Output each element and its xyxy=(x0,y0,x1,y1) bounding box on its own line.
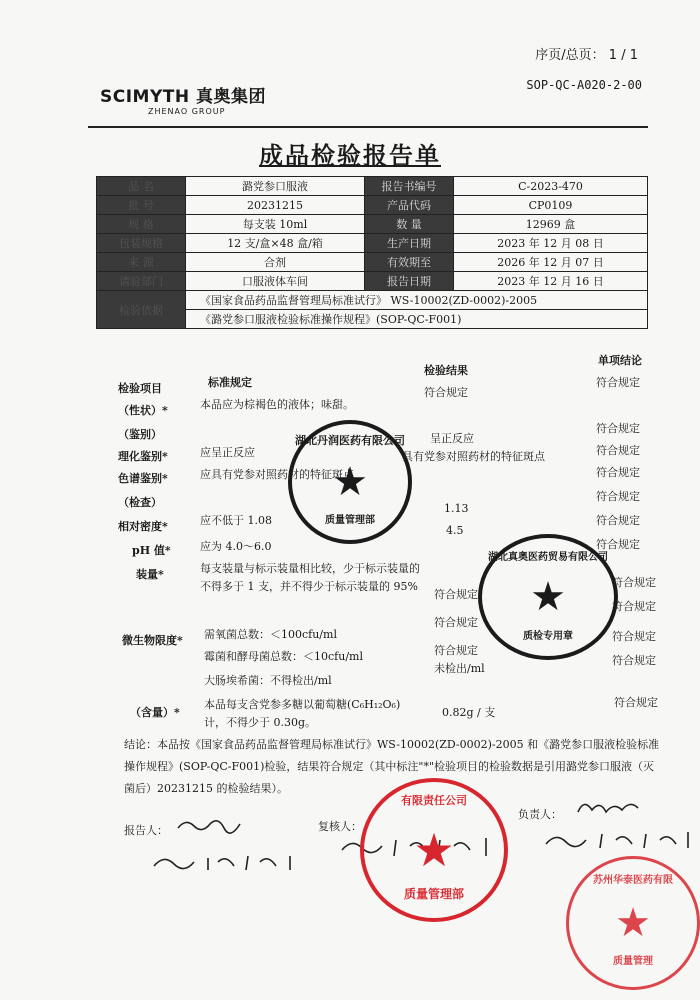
result-cell: 具有党参对照药材的特征斑点 xyxy=(402,450,545,463)
conclusion-cell: 符合规定 xyxy=(612,576,656,589)
reporter-signature xyxy=(174,812,244,838)
info-label: 产品代码 xyxy=(365,196,454,215)
conclusion-cell: 符合规定 xyxy=(596,466,640,479)
info-label: 来 源 xyxy=(97,253,186,272)
info-label: 报告日期 xyxy=(365,272,454,291)
item-tlc-ident: 色谱鉴别* xyxy=(118,472,168,485)
standard-cell: 应具有党参对照药材的特征斑点 xyxy=(200,468,354,481)
standard-cell: 应为 4.0～6.0 xyxy=(200,540,272,553)
logo-sub-text: ZHENAO GROUP xyxy=(148,107,226,116)
conclusion-cell: 符合规定 xyxy=(612,630,656,643)
standard-cell: 需氧菌总数：＜100cfu/ml xyxy=(204,628,337,641)
logo-main-text: SCIMYTH 真奥集团 xyxy=(100,87,267,107)
packaging: 12 支/盒×48 盒/箱 xyxy=(186,234,365,253)
standard-cell: 本品每支含党参多糖以葡萄糖(C₆H₁₂O₆)计，不得少于 0.30g。 xyxy=(204,698,401,729)
standard-cell: 应不低于 1.08 xyxy=(200,514,272,527)
quality-department-stamp-black: 湖北丹润医药有限公司 ★ 质量管理部 xyxy=(288,420,412,544)
item-identification: （鉴别） xyxy=(118,428,162,441)
conclusion-cell: 符合规定 xyxy=(596,444,640,457)
department: 口服液体车间 xyxy=(186,272,365,291)
col-conclusion-header: 单项结论 xyxy=(598,354,642,367)
report-date: 2023 年 12 月 16 日 xyxy=(454,272,648,291)
basis-line-2: 《潞党参口服液检验标准操作规程》(SOP-QC-F001) xyxy=(186,310,648,329)
standard-cell: 本品应为棕褐色的液体；味甜。 xyxy=(200,398,354,411)
basis-line-1: 《国家食品药品监督管理局标准试行》 WS-10002(ZD-0002)-2005 xyxy=(186,291,648,310)
reviewer-label: 复核人： xyxy=(318,820,362,833)
conclusion-cell: 符合规定 xyxy=(596,422,640,435)
conclusion-cell: 符合规定 xyxy=(596,490,640,503)
conclusion-cell: 符合规定 xyxy=(596,514,640,527)
info-label: 报告书编号 xyxy=(365,177,454,196)
product-name: 潞党参口服液 xyxy=(186,177,365,196)
result-cell: 符合规定 xyxy=(424,386,468,399)
result-cell: 符合规定 xyxy=(434,616,478,629)
source: 合剂 xyxy=(186,253,365,272)
page-header xyxy=(0,0,700,140)
info-label: 数 量 xyxy=(365,215,454,234)
result-cell: 符合规定 xyxy=(434,644,478,657)
conclusion-cell: 符合规定 xyxy=(596,376,640,389)
product-code: CP0109 xyxy=(454,196,648,215)
result-cell: 符合规定 xyxy=(434,588,478,601)
result-cell: 呈正反应 xyxy=(430,432,474,445)
item-check: （检查） xyxy=(118,496,162,509)
conclusion-cell: 符合规定 xyxy=(612,654,656,667)
result-cell: 4.5 xyxy=(446,524,464,537)
document-title: 成品检验报告单 xyxy=(259,141,441,170)
conclusion-cell: 符合规定 xyxy=(596,538,640,551)
specification: 每支装 10ml xyxy=(186,215,365,234)
manufacture-date: 2023 年 12 月 08 日 xyxy=(454,234,648,253)
result-cell: 1.13 xyxy=(444,502,469,515)
quantity: 12969 盒 xyxy=(454,215,648,234)
quality-department-stamp-red: 有限责任公司 ★ 质量管理部 xyxy=(360,778,508,922)
info-label: 批 号 xyxy=(97,196,186,215)
report-date-handwritten xyxy=(148,848,318,874)
col-standard-header: 标准规定 xyxy=(208,376,252,389)
conclusion-cell: 符合规定 xyxy=(614,696,658,709)
expiry-date: 2026 年 12 月 07 日 xyxy=(454,253,648,272)
item-fill: 装量* xyxy=(136,568,164,581)
inspection-seal-stamp-black: 湖北真奥医药贸易有限公司 ★ 质检专用章 xyxy=(478,534,618,660)
company-stamp-red: 苏州华泰医药有限 ★ 质量管理 xyxy=(566,856,700,990)
info-label: 有效期至 xyxy=(365,253,454,272)
standard-cell: 大肠埃希菌：不得检出/ml xyxy=(204,674,332,687)
item-density: 相对密度* xyxy=(118,520,168,533)
company-logo xyxy=(100,82,266,116)
star-icon: ★ xyxy=(332,459,368,505)
star-icon: ★ xyxy=(615,900,651,946)
conclusion-text: 结论：本品按《国家食品药品监督管理局标准试行》WS-10002(ZD-0002)-2005 和《潞党参口服液检验标准操作规程》(SOP-QC-F001)检验，结果符合规定（其中标注"*"检验项目的检验数据是引用潞党参口服液（灭菌后）20231215 的检验结果）。 xyxy=(124,738,660,795)
product-info-table xyxy=(96,176,648,329)
document-code: SOP-QC-A020-2-00 xyxy=(526,78,642,92)
manager-signature xyxy=(574,794,644,820)
info-label: 品 名 xyxy=(97,177,186,196)
reporter-label: 报告人： xyxy=(124,824,168,837)
item-chem-ident: 理化鉴别* xyxy=(118,450,168,463)
report-number: C-2023-470 xyxy=(454,177,648,196)
result-cell: 未检出/ml xyxy=(434,662,485,675)
standard-cell: 每支装量与标示装量相比较，少于标示装量的不得多于 1 支，并不得少于标示装量的 95% xyxy=(200,562,420,593)
standard-cell: 霉菌和酵母菌总数：＜10cfu/ml xyxy=(204,650,363,663)
header-divider xyxy=(88,126,648,128)
info-label: 规 格 xyxy=(97,215,186,234)
standard-cell: 应呈正反应 xyxy=(200,446,255,459)
batch-number: 20231215 xyxy=(186,196,365,215)
info-label: 包装规格 xyxy=(97,234,186,253)
col-item-header: 检验项目 xyxy=(118,382,162,395)
star-icon: ★ xyxy=(413,823,455,877)
manager-label: 负责人： xyxy=(518,808,562,821)
star-icon: ★ xyxy=(530,574,566,620)
conclusion-cell: 符合规定 xyxy=(612,600,656,613)
item-ph: pH 值* xyxy=(132,544,171,557)
result-cell: 0.82g / 支 xyxy=(442,706,496,719)
info-label: 生产日期 xyxy=(365,234,454,253)
info-label: 检验依据 xyxy=(97,291,186,329)
item-appearance: （性状）* xyxy=(118,404,168,417)
info-label: 请验部门 xyxy=(97,272,186,291)
item-assay: （含量）* xyxy=(130,706,180,719)
col-result-header: 检验结果 xyxy=(424,364,468,377)
manager-date-handwritten xyxy=(540,826,700,852)
page-number: 序页/总页： 1 / 1 xyxy=(535,48,638,63)
item-microbial: 微生物限度* xyxy=(122,634,183,647)
